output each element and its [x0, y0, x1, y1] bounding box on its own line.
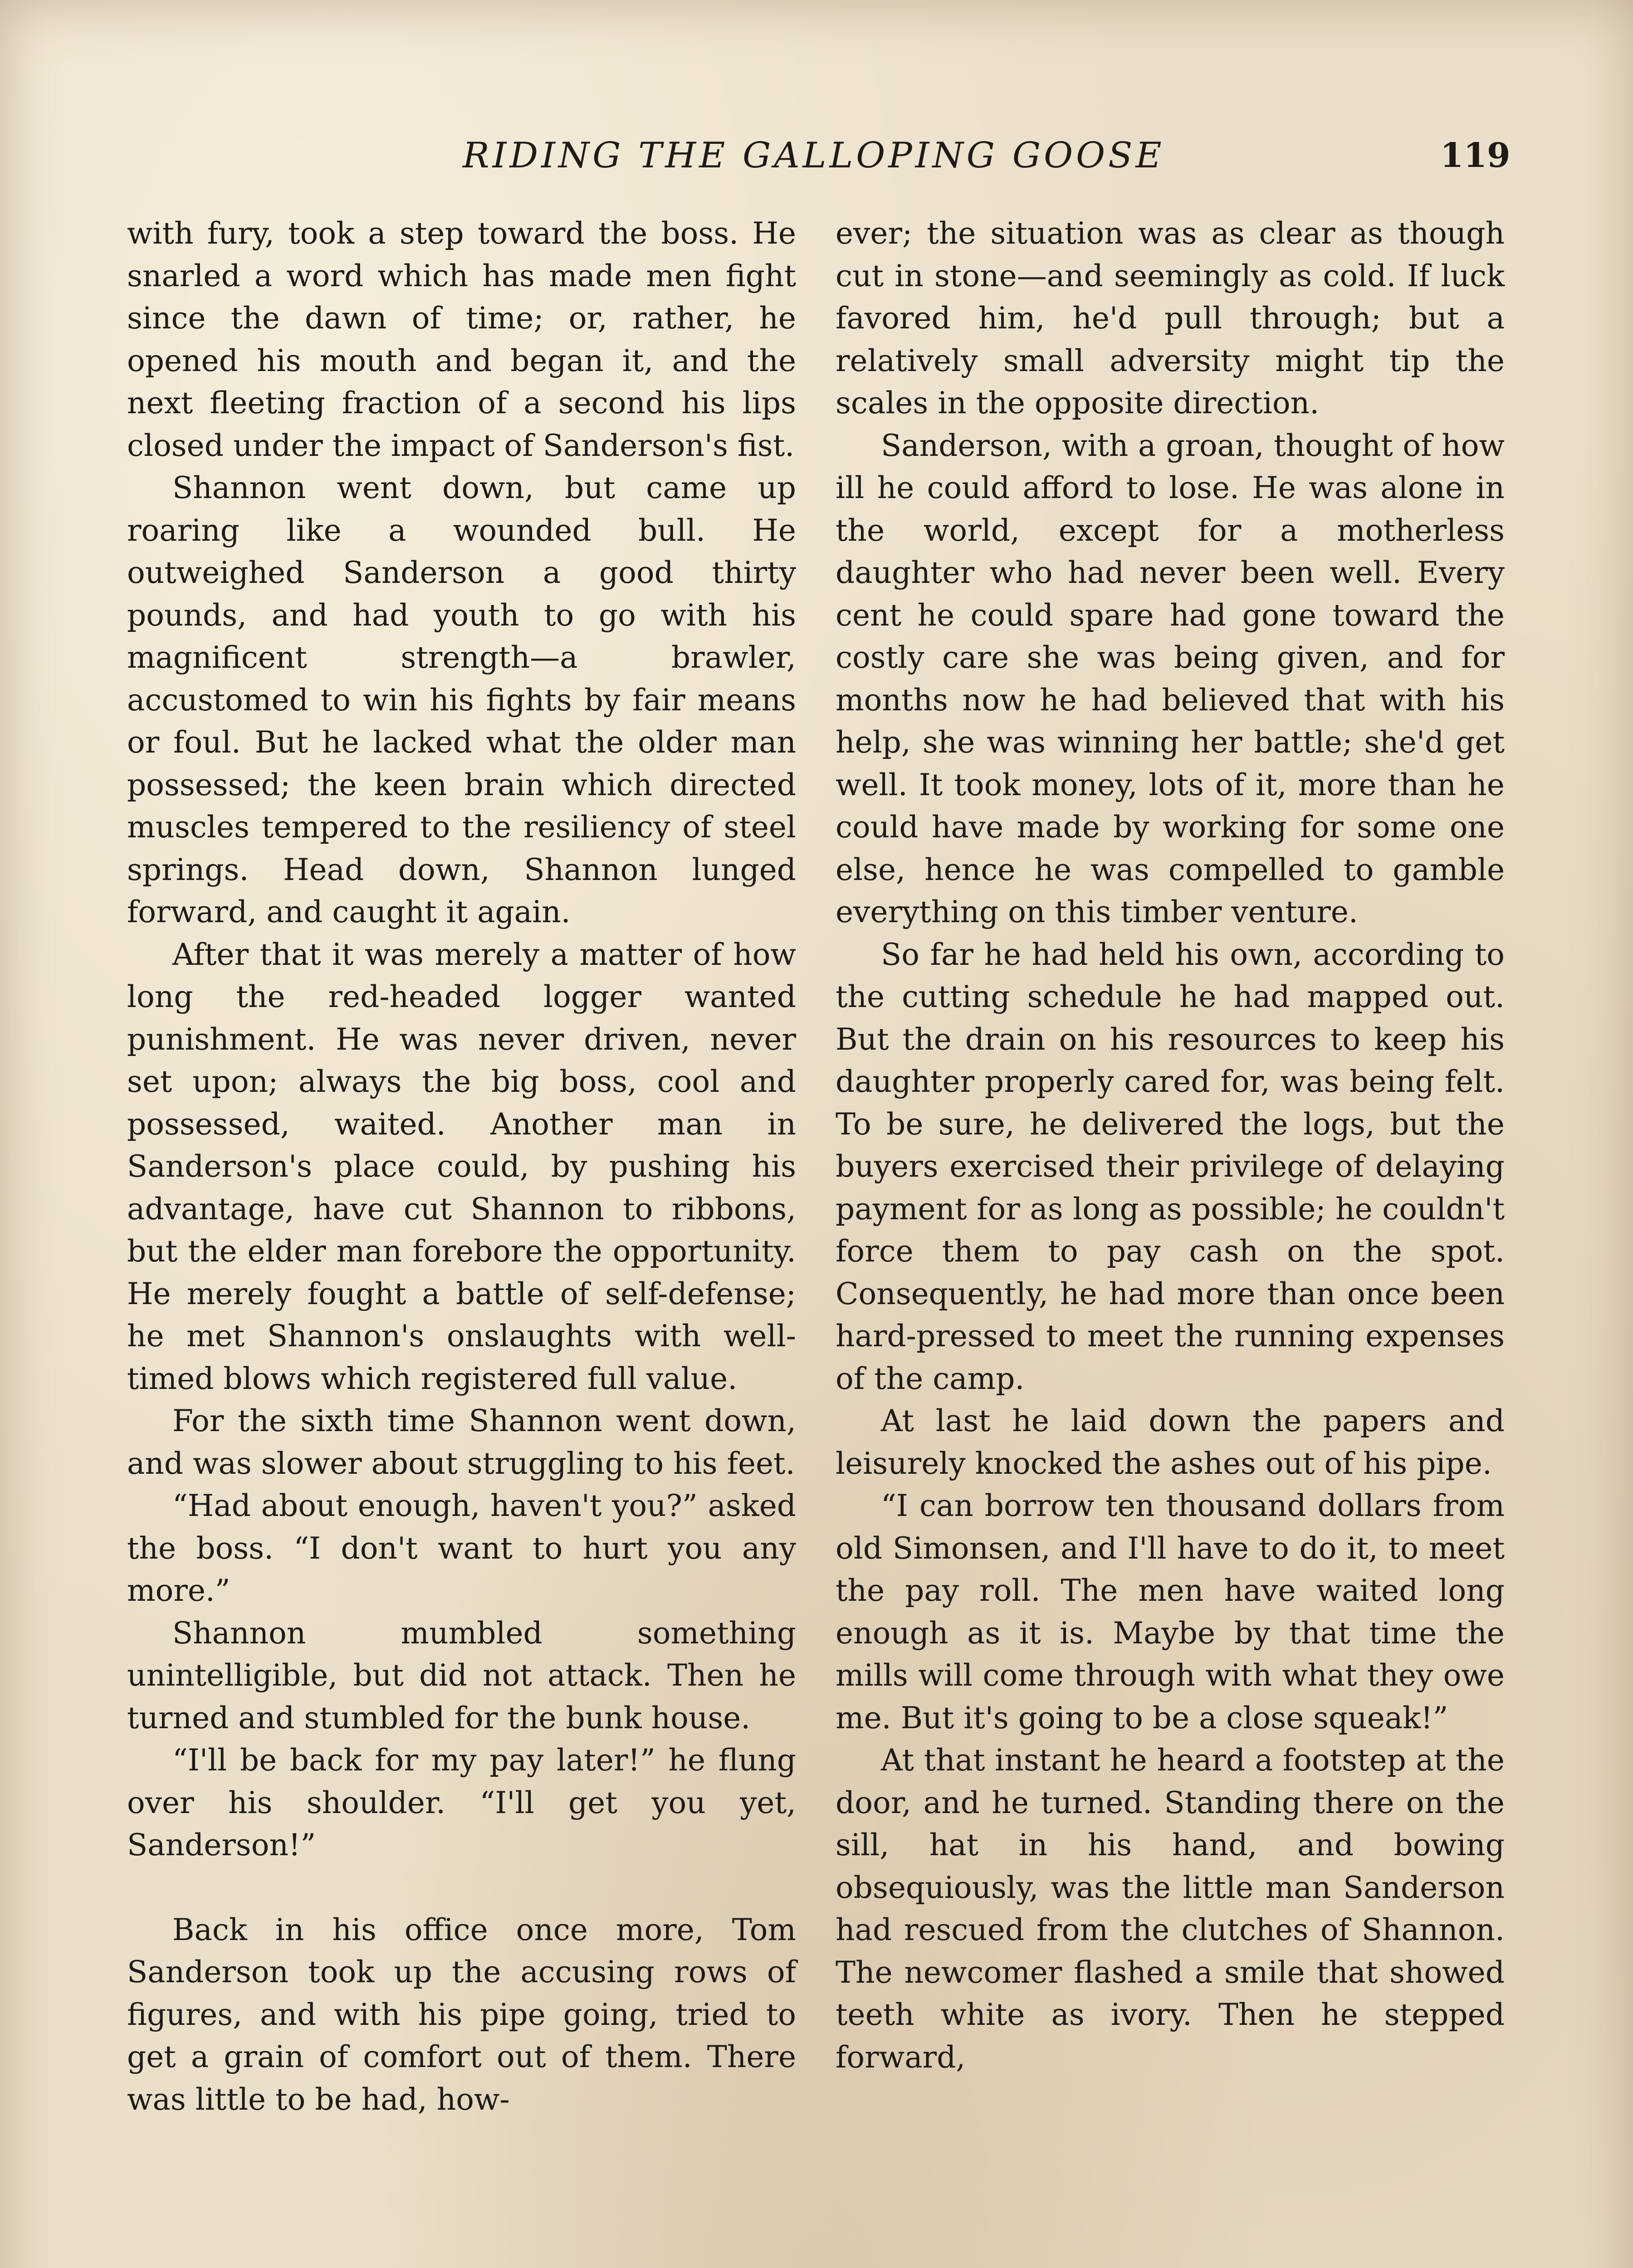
paragraph: “I can borrow ten thousand dollars from old Simonsen, and I'll have to do it, to meet the pay roll. The men have waited long enough as it is. Maybe by that time the mills will come through with what they owe me. But it's going to be a close squeak!”: [836, 1488, 1505, 1735]
paragraph: with fury, took a step toward the boss. He snarled a word which has made men fight since the dawn of time; or, rather, he opened his mouth and began it, and the next fleeting fraction of a second his lips closed under the impact of Sanderson's fist.: [127, 216, 796, 463]
paragraph: ever; the situation was as clear as though cut in stone—and seemingly as cold. If luck favored him, he'd pull through; but a relatively small adversity might tip the scales in the opposite direction.: [836, 216, 1505, 420]
paragraph: At that instant he heard a footstep at the door, and he turned. Standing there on the sill, hat in his hand, and bowing obsequiously, was the little man Sanderson had rescued from the clutches of Shannon. The newcomer flashed a smile that showed teeth white as ivory. Then he stepped forward,: [836, 1743, 1505, 2075]
paragraph: “Had about enough, haven't you?” asked the boss. “I don't want to hurt you any more.”: [127, 1488, 796, 1608]
running-title: RIDING THE GALLOPING GOOSE: [463, 135, 1165, 176]
running-head: [0, 131, 1633, 181]
paragraph: Sanderson, with a groan, thought of how ill he could afford to lose. He was alone in the world, except for a motherless daughter who had never been well. Every cent he could spare had gone toward the costly care she was being given, and for months now he had believed that with his help, she was winning her battle; she'd get well. It took money, lots of it, more than he could have made by working for some one else, hence he was compelled to gamble everything on this timber venture.: [836, 428, 1505, 929]
right-column: [836, 212, 1505, 2078]
paragraph: After that it was merely a matter of how long the red-headed logger wanted punishment. He was never driven, never set upon; always the big boss, cool and possessed, waited. Another man in Sanderson's place could, by pushing his advantage, have cut Shannon to ribbons, but the elder man forebore the opportunity. He merely fought a battle of self-defense; he met Shannon's onslaughts with well-timed blows which registered full value.: [127, 937, 796, 1396]
paragraph: So far he had held his own, according to the cutting schedule he had mapped out. But the drain on his resources to keep his daughter properly cared for, was being felt. To be sure, he delivered the logs, but the buyers exercised their privilege of delaying payment for as long as possible; he couldn't force them to pay cash on the spot. Consequently, he had more than once been hard-pressed to meet the running expenses of the camp.: [836, 937, 1505, 1396]
paragraph: Back in his office once more, Tom Sanderson took up the accusing rows of figures, and with his pipe going, tried to get a grain of comfort out of them. There was little to be had, how-: [127, 1912, 796, 2117]
page-number: 119: [1440, 136, 1511, 175]
paragraph: Shannon went down, but came up roaring like a wounded bull. He outweighed Sanderson a good thirty pounds, and had youth to go with his magnificent strength—a brawler, accustomed to win his fights by fair means or foul. But he lacked what the older man possessed; the keen brain which directed muscles tempered to the resiliency of steel springs. Head down, Shannon lunged forward, and caught it again.: [127, 470, 796, 929]
paragraph: Shannon mumbled something unintelligible, but did not attack. Then he turned and stumbled for the bunk house.: [127, 1615, 796, 1735]
paragraph: “I'll be back for my pay later!” he flung over his shoulder. “I'll get you yet, Sanderson!”: [127, 1743, 796, 1862]
paragraph: At last he laid down the papers and leisurely knocked the ashes out of his pipe.: [836, 1403, 1505, 1481]
paragraph: For the sixth time Shannon went down, and was slower about struggling to his feet.: [127, 1403, 796, 1481]
left-column: [127, 212, 796, 2121]
